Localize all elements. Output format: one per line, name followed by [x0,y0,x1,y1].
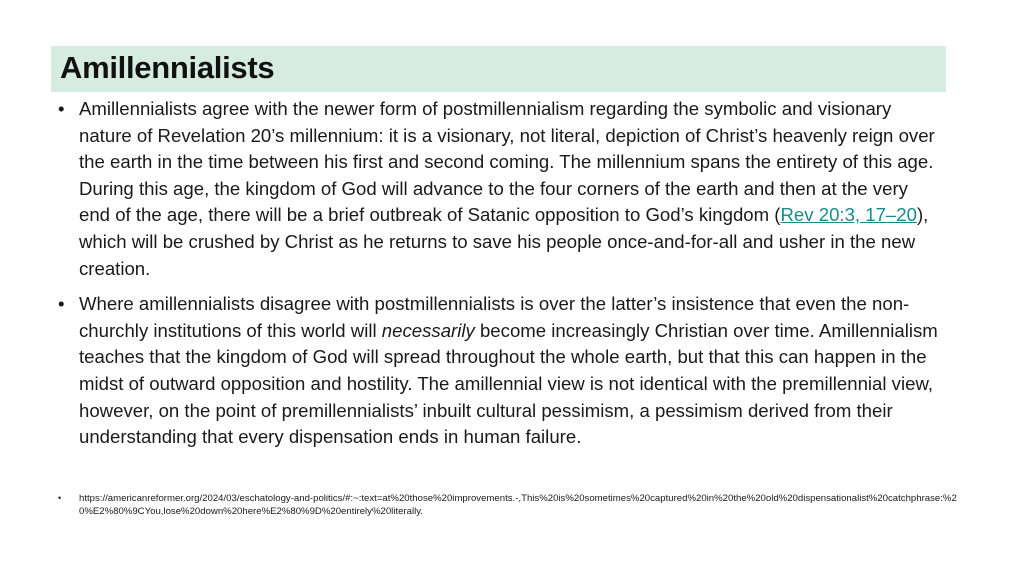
bullet-item-amillennial-disagreement [58,291,938,451]
bullet-text: Amillennialists agree with the newer form of postmillennialism regarding the symbolic and visionary nature of Revelation 20’s millennium: it is a visionary, not literal, depiction of Christ’s heavenly reign over the earth in the time between his first and second coming. The millennium spans the entirety of this age. During this age, the kingdom of God will advance to the four corners of the earth and then at the very end of the age, there will be a brief outbreak of Satanic opposition to God’s kingdom ( [79,98,935,226]
bullet-text: become increasingly Christian over time. Amillennialism teaches that the kingdom of God will spread throughout the whole earth, but that this can happen in the midst of outward opposition and hostility. The amillennial view is not identical with the premillennial view, however, on the point of premillennialists’ inbuilt cultural pessimism, a pessimism derived from their understanding that every dispensation ends in human failure. [79,319,938,448]
slide-title: Amillennialists [60,50,275,85]
scripture-reference-link[interactable]: Rev 20:3, 17–20 [780,204,917,226]
bullet-dot-icon: • [58,293,65,315]
bullet-item-amillennial-agreement [58,96,938,282]
bullet-dot-icon: • [58,493,62,503]
bullet-text: ), which will be crushed by Christ as he returns to save his people once-and-for-all and usher in the new creation. [79,204,929,279]
bullet-dot-icon: • [58,98,65,119]
bullet-list [58,96,938,451]
emphasis-text: necessarily [381,319,475,341]
title-bar [51,46,946,92]
source-url: https://americanreformer.org/2024/03/eschatology-and-politics/#:~:text=at%20those%20improvements.-,This%20is%20sometimes%20captured%20in%20the%20old%20dispensationalist%20catchphrase:%20%E2%80%9CYou,lose%20down%20here%E2%80%9D%20entirely%20literally. [79,493,957,518]
source-citation [58,492,964,519]
bullet-text: Where amillennialists disagree with postmillennialists is over the latter’s insistence that even the non-churchly institutions of this world will [79,293,910,341]
